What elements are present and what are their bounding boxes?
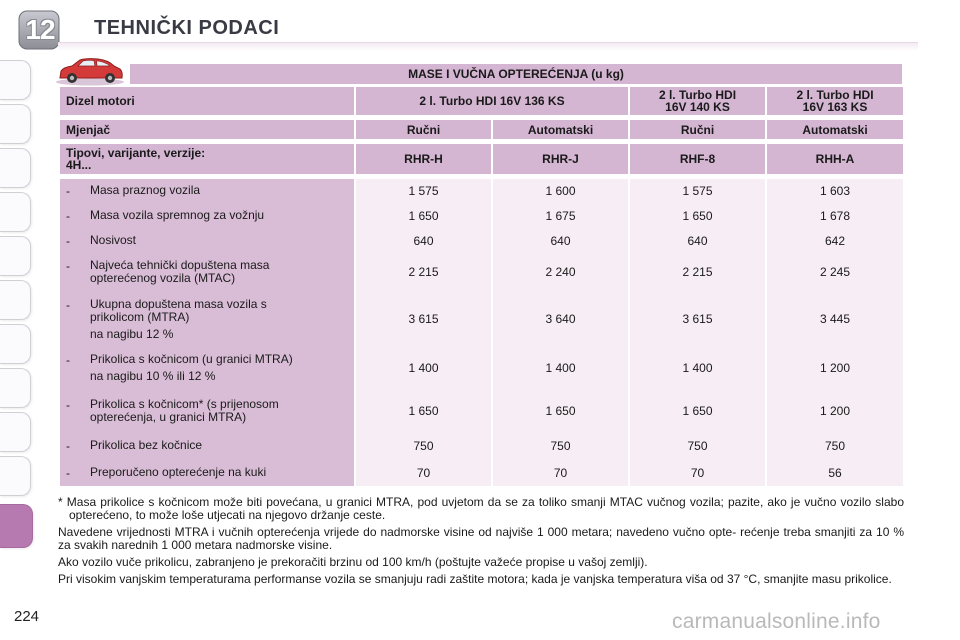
- chapter-tab[interactable]: [0, 104, 31, 144]
- row-value: 2 245: [767, 253, 903, 291]
- row-value: 1 678: [767, 203, 903, 229]
- table-row: [60, 459, 903, 486]
- row-value: 2 215: [356, 253, 491, 291]
- row-label: [60, 179, 354, 203]
- row-value: 1 400: [356, 347, 491, 389]
- row-value: 3 445: [767, 291, 903, 347]
- chapter-tab[interactable]: [0, 368, 31, 408]
- row-value: 750: [356, 433, 491, 459]
- row-label-subtext: na nagibu 10 % ili 12 %: [90, 369, 216, 383]
- type-label-line2: 4H...: [66, 158, 92, 172]
- row-value: 1 400: [493, 347, 628, 389]
- row-value: 1 675: [493, 203, 628, 229]
- row-value: 1 200: [767, 347, 903, 389]
- row-value: 1 650: [356, 203, 491, 229]
- row-label: [60, 203, 354, 229]
- row-label-text: Prikolica bez kočnice: [90, 438, 203, 452]
- row-dash: -: [66, 439, 70, 453]
- row-label-text: Ukupna dopuštena masa vozila s: [90, 296, 267, 311]
- chapter-tab-active[interactable]: [0, 504, 33, 548]
- chapter-tabs: [0, 60, 34, 580]
- row-dash: -: [66, 297, 70, 312]
- table-row: [60, 291, 903, 347]
- row-dash: -: [66, 465, 70, 480]
- row-value: 70: [356, 459, 491, 486]
- notes: [58, 496, 904, 590]
- gearbox-row: [60, 120, 903, 139]
- row-dash: -: [66, 259, 70, 273]
- row-label: [60, 459, 354, 486]
- note-paragraph: Pri visokim vanjskim temperaturama performanse vozila se smanjuju radi zaštite motora; kada je vanjska temperatura viša od 37 °C, smanjite masu prikolice.: [58, 572, 892, 586]
- row-label-text: Preporučeno opterećenje na kuki: [90, 464, 267, 479]
- row-label-text: opterećenog vozila (MTAC): [90, 271, 236, 285]
- engine-col-163-line2: 16V 163 KS: [802, 100, 868, 114]
- row-label-text: opterećenja, u granici MTRA): [90, 410, 247, 424]
- type-value: RHR-H: [356, 144, 491, 174]
- row-value: 1 200: [767, 389, 903, 433]
- type-label: [60, 144, 354, 174]
- row-value: 70: [630, 459, 765, 486]
- row-value: 2 240: [493, 253, 628, 291]
- table-row: [60, 433, 903, 459]
- engine-row: [60, 87, 903, 115]
- row-label: [60, 433, 354, 459]
- table-row: [60, 229, 903, 253]
- chapter-tab[interactable]: [0, 412, 31, 452]
- row-value: 750: [493, 433, 628, 459]
- row-value: 1 575: [356, 179, 491, 203]
- gearbox-value: Ručni: [356, 120, 491, 139]
- footnote: * Masa prikolice s kočnicom može biti povećana, u granici MTRA, pod uvjetom da se za toliko smanji MTAC vučnog vozila; pazite, ako je vučno vozilo slabo opterećeno, to može loše utjecati na njegovo držanje ceste.: [58, 495, 904, 522]
- table-row: [60, 179, 903, 203]
- row-value: 56: [767, 459, 903, 486]
- gearbox-value: Ručni: [630, 120, 765, 139]
- note-paragraph: Ako vozilo vuče prikolicu, zabranjeno je prekoračiti brzinu od 100 km/h (poštujte važeće propise u vašoj zemlji).: [58, 555, 648, 569]
- chapter-number: 12: [25, 14, 55, 45]
- row-label: [60, 389, 354, 433]
- row-label: [60, 229, 354, 253]
- row-value: 70: [493, 459, 628, 486]
- row-dash: -: [66, 398, 70, 412]
- row-label-text: Prikolica s kočnicom* (s prijenosom: [90, 397, 279, 411]
- row-label-text: prikolicom (MTRA): [90, 309, 190, 324]
- table-caption: MASE I VUČNA OPTEREĆENJA (u kg): [130, 64, 902, 84]
- row-value: 1 650: [630, 389, 765, 433]
- table-row: [60, 253, 903, 291]
- row-value: 3 615: [630, 291, 765, 347]
- row-label: [60, 291, 354, 347]
- row-value: 1 603: [767, 179, 903, 203]
- row-dash: -: [66, 209, 70, 223]
- row-value: 3 640: [493, 291, 628, 347]
- row-value: 3 615: [356, 291, 491, 347]
- row-value: 1 650: [356, 389, 491, 433]
- watermark: carmanualsonline.info: [672, 610, 881, 633]
- title-rule: [58, 42, 918, 51]
- car-icon: [54, 56, 126, 86]
- row-label-text: Najveća tehnički dopuštena masa: [90, 258, 270, 272]
- gearbox-value: Automatski: [493, 120, 628, 139]
- row-label-text: Masa vozila spremnog za vožnju: [90, 208, 265, 222]
- type-row: [60, 144, 903, 174]
- page-number: 224: [14, 608, 40, 625]
- row-value: 750: [767, 433, 903, 459]
- note-paragraph: Navedene vrijednosti MTRA i vučnih opterećenja vrijede do nadmorske visine od najviše 1 000 metara; navedeno vučno opte- rećenje treba smanjiti za 10 % za svakih narednih 1 000 metara nadmorske visine.: [58, 525, 904, 552]
- row-value: 640: [493, 229, 628, 253]
- engine-col-163: [767, 87, 903, 115]
- row-dash: -: [66, 353, 70, 367]
- row-value: 1 600: [493, 179, 628, 203]
- table-row: [60, 389, 903, 433]
- row-value: 640: [356, 229, 491, 253]
- gearbox-label: Mjenjač: [60, 120, 354, 139]
- row-dash: -: [66, 184, 70, 198]
- chapter-tab[interactable]: [0, 60, 31, 100]
- row-label-text: Nosivost: [90, 233, 137, 247]
- engine-col-163-line1: 2 l. Turbo HDI: [796, 88, 874, 102]
- engine-col-140-line2: 16V 140 KS: [665, 100, 730, 114]
- chapter-tab[interactable]: [0, 236, 31, 276]
- engine-label: Dizel motori: [60, 87, 354, 115]
- row-label-subtext: na nagibu 12 %: [90, 326, 174, 341]
- chapter-tab[interactable]: [0, 456, 31, 496]
- row-dash: -: [66, 234, 70, 248]
- mass-table: [58, 87, 905, 486]
- row-label: [60, 253, 354, 291]
- engine-col-136: 2 l. Turbo HDI 16V 136 KS: [356, 87, 628, 115]
- table-row: [60, 347, 903, 389]
- chapter-tab[interactable]: [0, 280, 31, 320]
- chapter-tab[interactable]: [0, 148, 31, 188]
- row-value: 640: [630, 229, 765, 253]
- type-value: RHR-J: [493, 144, 628, 174]
- row-label-text: Prikolica s kočnicom (u granici MTRA): [90, 352, 293, 366]
- chapter-tab[interactable]: [0, 192, 31, 232]
- type-label-line1: Tipovi, varijante, verzije:: [66, 146, 206, 160]
- table-row: [60, 203, 903, 229]
- row-value: 750: [630, 433, 765, 459]
- engine-col-140-line1: 2 l. Turbo HDI: [658, 88, 737, 102]
- row-value: 1 650: [493, 389, 628, 433]
- type-value: RHF-8: [630, 144, 765, 174]
- row-value: 2 215: [630, 253, 765, 291]
- row-value: 1 650: [630, 203, 765, 229]
- engine-col-140: [630, 87, 765, 115]
- gearbox-value: Automatski: [767, 120, 903, 139]
- page-title: TEHNIČKI PODACI: [94, 17, 280, 39]
- row-value: 642: [767, 229, 903, 253]
- row-label: [60, 347, 354, 389]
- row-label-text: Masa praznog vozila: [90, 183, 201, 197]
- type-value: RHH-A: [767, 144, 903, 174]
- row-value: 1 400: [630, 347, 765, 389]
- row-value: 1 575: [630, 179, 765, 203]
- chapter-tab[interactable]: [0, 324, 31, 364]
